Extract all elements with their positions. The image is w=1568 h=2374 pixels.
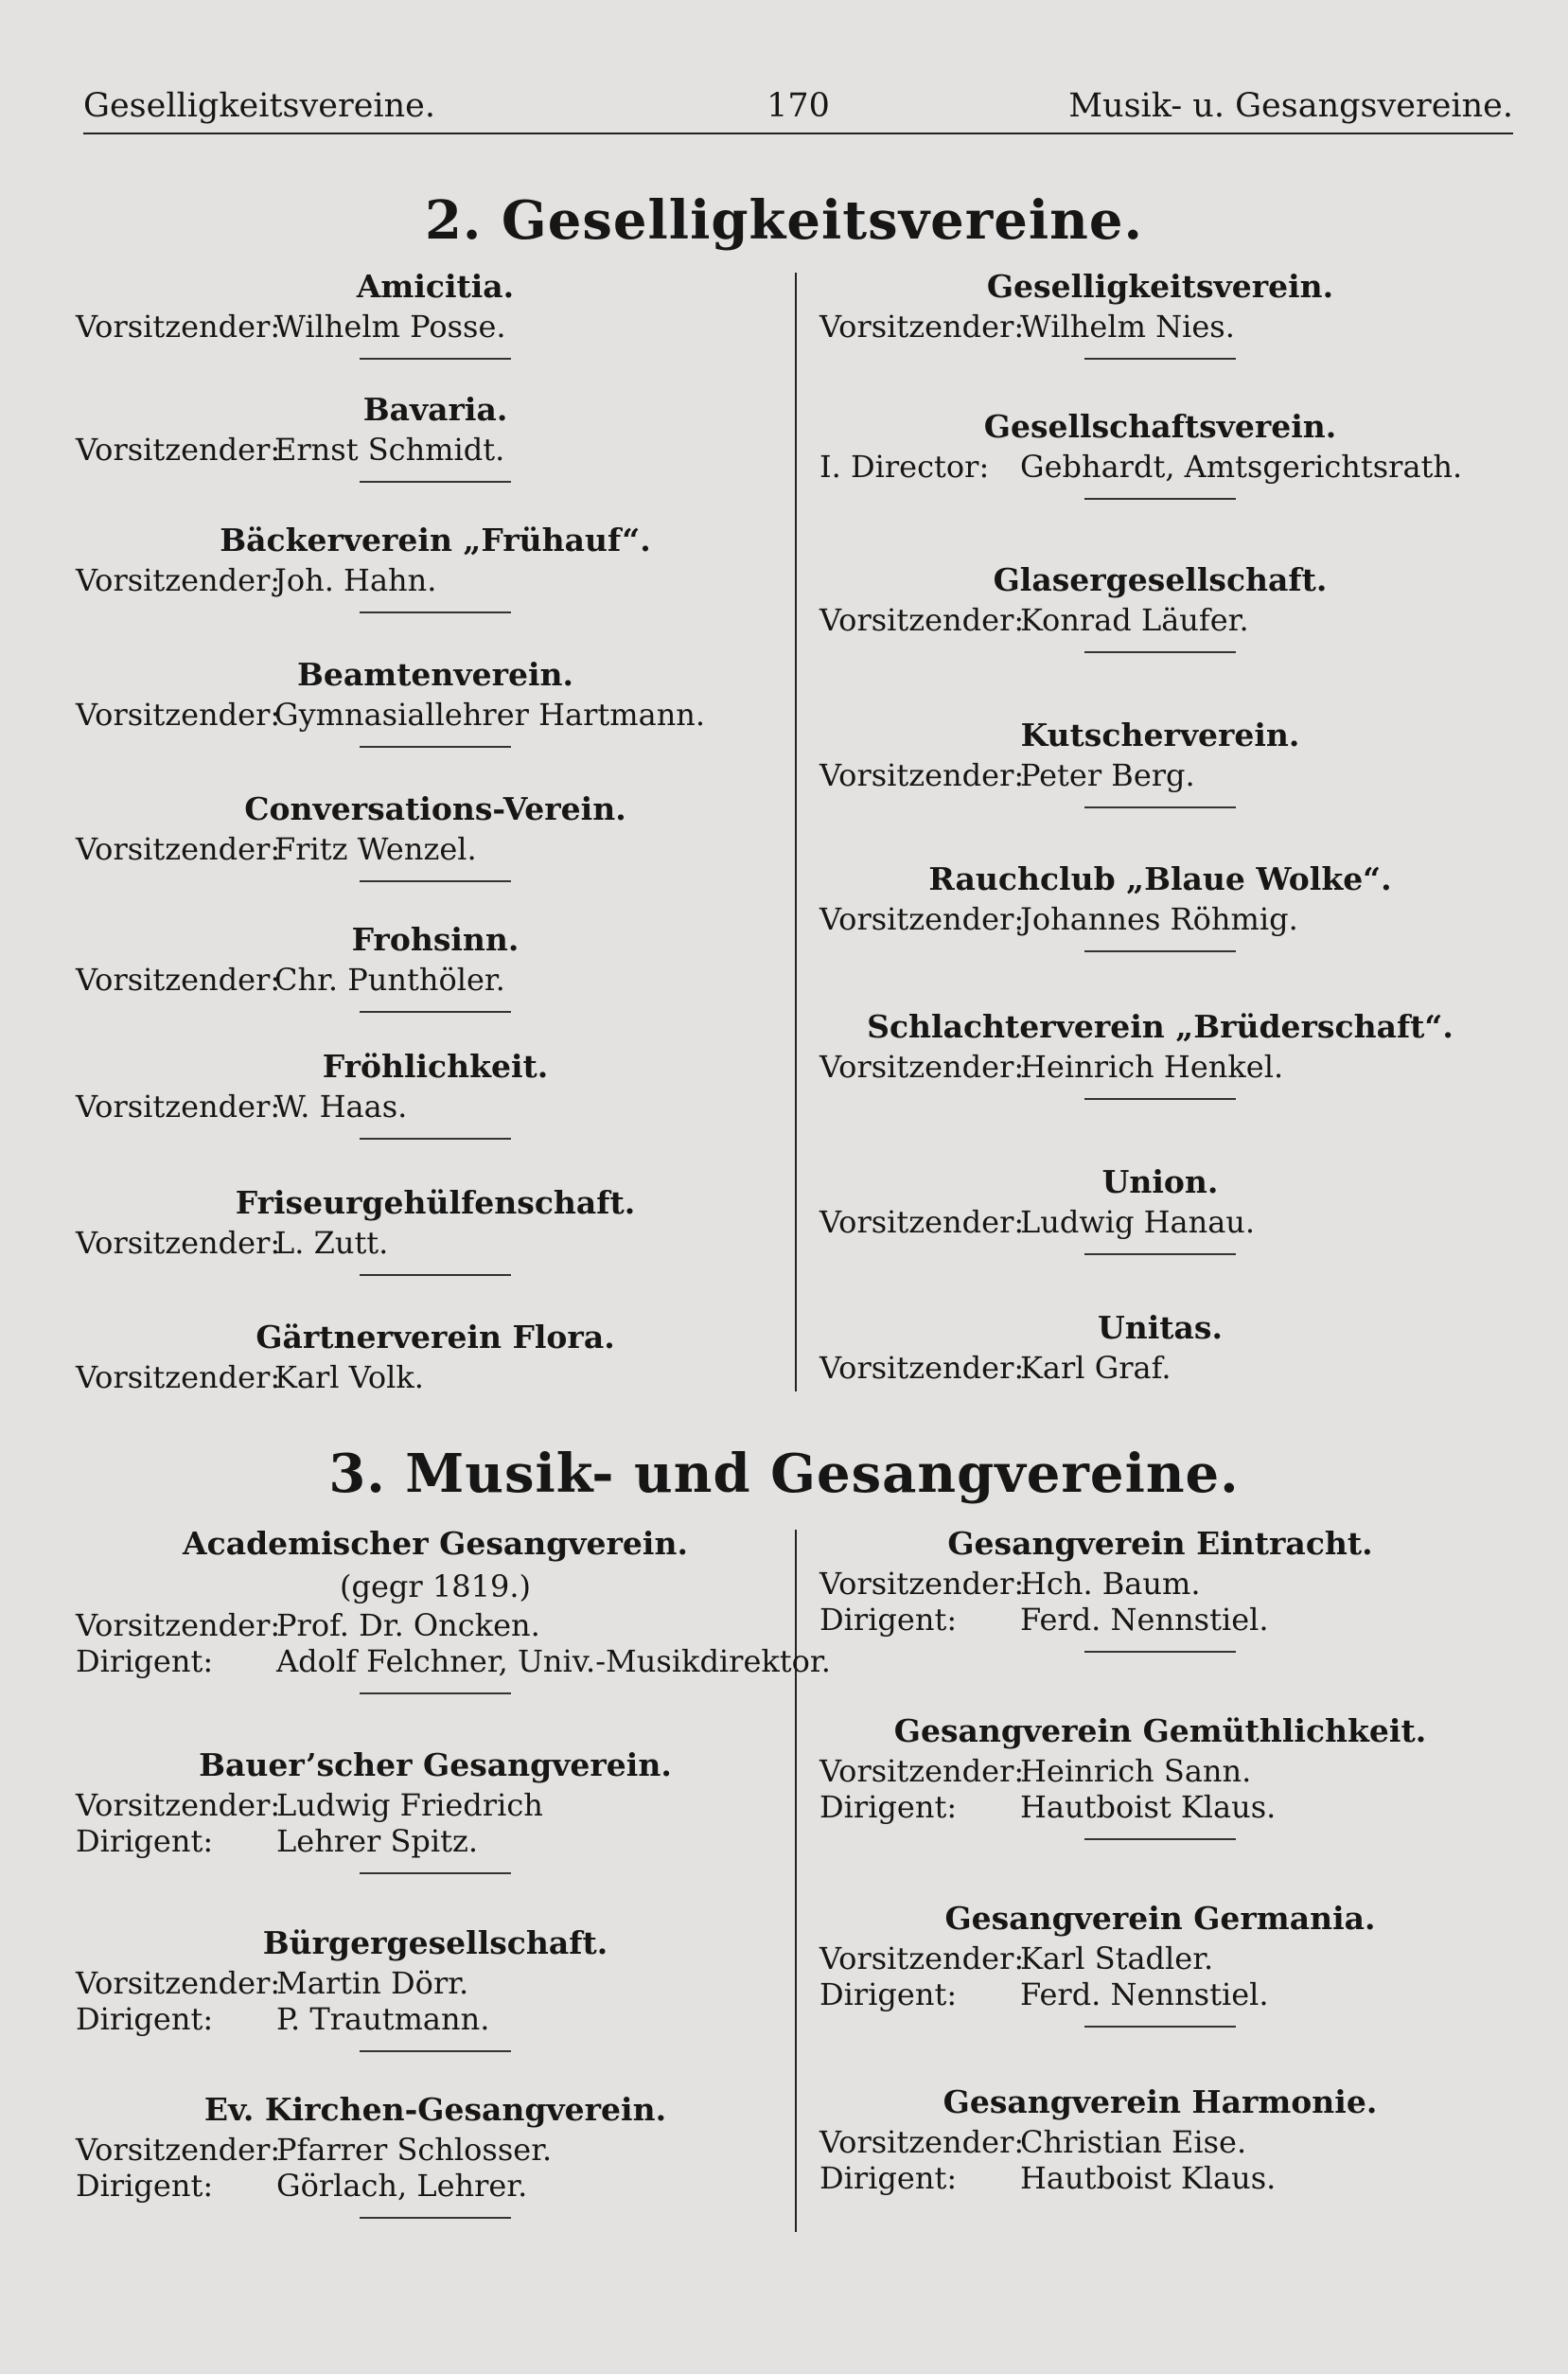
- officer-role: Vorsitzender:: [76, 432, 281, 468]
- officer-line: [819, 449, 1501, 485]
- association-entry: [819, 1897, 1501, 2028]
- officer-line: [819, 2160, 1501, 2196]
- officer-role: Vorsitzender:: [819, 1049, 1025, 1085]
- entry-separator: [360, 481, 511, 483]
- officer-line: [76, 562, 795, 598]
- association-entry: [76, 519, 795, 613]
- association-entry: [819, 265, 1501, 360]
- association-entry: [76, 653, 795, 748]
- officer-line: [819, 1976, 1501, 2012]
- officer-name: Görlach, Lehrer.: [276, 2168, 528, 2204]
- association-entry: [76, 918, 795, 1013]
- section-2-title: 2. Geselligkeitsvereine.: [424, 189, 1144, 252]
- officer-line: [76, 697, 795, 733]
- officer-line: [76, 1089, 795, 1125]
- officer-name: Ernst Schmidt.: [274, 432, 505, 468]
- association-name: Rauchclub „Blaue Wolke“.: [928, 860, 1392, 897]
- officer-name: Joh. Hahn.: [274, 562, 437, 598]
- officer-line: [76, 2001, 795, 2037]
- association-name: Conversations-Verein.: [244, 790, 626, 827]
- officer-role: Vorsitzender:: [76, 831, 281, 867]
- officer-role: Vorsitzender:: [76, 1607, 281, 1643]
- officer-role: Vorsitzender:: [76, 2132, 281, 2168]
- officer-role: Vorsitzender:: [819, 309, 1025, 345]
- officer-line: [76, 1787, 795, 1823]
- association-entry: [76, 265, 795, 360]
- association-entry: [819, 1005, 1501, 1100]
- officer-line: [819, 1049, 1501, 1085]
- officer-name: Johannes Röhmig.: [1020, 901, 1298, 937]
- association-entry: [76, 1922, 795, 2052]
- association-entry: [819, 405, 1501, 500]
- officer-role: Dirigent:: [76, 1823, 214, 1859]
- officer-role: Vorsitzender:: [819, 1753, 1025, 1789]
- association-name: Ev. Kirchen-Gesangverein.: [203, 2091, 667, 2128]
- officer-line: [819, 1753, 1501, 1789]
- officer-role: Dirigent:: [819, 2160, 958, 2196]
- association-name: Gesangverein Harmonie.: [943, 2083, 1378, 2120]
- officer-name: Ludwig Hanau.: [1020, 1204, 1256, 1240]
- officer-line: [819, 1940, 1501, 1976]
- officer-name: Gebhardt, Amtsgerichtsrath.: [1020, 449, 1463, 485]
- officer-line: [76, 1965, 795, 2001]
- association-entry: [76, 1744, 795, 1874]
- page-number: 170: [766, 87, 830, 125]
- officer-name: Hautboist Klaus.: [1020, 2160, 1277, 2196]
- officer-name: Heinrich Sann.: [1020, 1753, 1252, 1789]
- officer-name: W. Haas.: [274, 1089, 408, 1125]
- association-entry: [76, 1316, 795, 1395]
- officer-role: Dirigent:: [76, 2001, 214, 2037]
- association-entry: [76, 1522, 831, 1694]
- officer-name: Ludwig Friedrich: [276, 1787, 543, 1823]
- section-2-left-column: [76, 265, 795, 1401]
- entry-separator: [360, 1138, 511, 1140]
- officer-name: L. Zutt.: [274, 1225, 389, 1261]
- officer-role: Vorsitzender:: [76, 962, 281, 998]
- officer-name: Karl Volk.: [274, 1359, 424, 1395]
- association-name: Beamtenverein.: [297, 656, 573, 693]
- association-name: Gesangverein Gemüthlichkeit.: [893, 1712, 1427, 1749]
- officer-line: [819, 1350, 1501, 1386]
- officer-role: Dirigent:: [819, 1789, 958, 1825]
- officer-role: Dirigent:: [76, 1643, 214, 1679]
- officer-role: Vorsitzender:: [76, 697, 281, 733]
- officer-name: Konrad Läufer.: [1020, 602, 1249, 638]
- header-left: Geselligkeitsvereine.: [83, 87, 435, 125]
- officer-line: [819, 309, 1501, 345]
- association-entry: [819, 1160, 1501, 1255]
- officer-role: Vorsitzender:: [819, 901, 1025, 937]
- officer-role: Dirigent:: [819, 1976, 958, 2012]
- association-name: Kutscherverein.: [1020, 717, 1300, 753]
- officer-role: Vorsitzender:: [76, 562, 281, 598]
- section-3-left-column: [76, 1522, 831, 2260]
- officer-name: Chr. Punthöler.: [274, 962, 505, 998]
- association-name: Gesangverein Eintracht.: [947, 1525, 1373, 1562]
- entry-separator: [360, 2050, 511, 2052]
- officer-name: Martin Dörr.: [276, 1965, 469, 2001]
- association-entry: [819, 714, 1501, 808]
- officer-role: Vorsitzender:: [76, 1089, 281, 1125]
- officer-name: Gymnasiallehrer Hartmann.: [274, 697, 706, 733]
- officer-name: Wilhelm Posse.: [274, 309, 506, 345]
- officer-name: Fritz Wenzel.: [274, 831, 477, 867]
- officer-line: [819, 2124, 1501, 2160]
- entry-separator: [1084, 1651, 1236, 1653]
- association-name: Frohsinn.: [351, 921, 520, 958]
- officer-role: Vorsitzender:: [819, 1566, 1025, 1602]
- association-name: Union.: [1101, 1163, 1219, 1200]
- association-entry: [819, 1710, 1501, 1840]
- association-entry: [76, 2088, 795, 2219]
- column-divider-section-2: [795, 273, 797, 1391]
- officer-name: Adolf Felchner, Univ.-Musikdirektor.: [276, 1643, 831, 1679]
- officer-name: Karl Graf.: [1020, 1350, 1172, 1386]
- association-name: Bavaria.: [362, 391, 508, 428]
- officer-line: [819, 1204, 1501, 1240]
- officer-line: [76, 1607, 795, 1643]
- association-name: Fröhlichkeit.: [322, 1048, 549, 1085]
- officer-name: Heinrich Henkel.: [1020, 1049, 1284, 1085]
- officer-role: Vorsitzender:: [76, 1225, 281, 1261]
- officer-line: [819, 602, 1501, 638]
- officer-line: [819, 1789, 1501, 1825]
- association-name: Academischer Gesangverein.: [183, 1525, 688, 1562]
- association-entry: [76, 1045, 795, 1140]
- entry-separator: [1084, 950, 1236, 952]
- entry-separator: [360, 880, 511, 882]
- officer-line: [76, 1225, 795, 1261]
- entry-separator: [1084, 1838, 1236, 1840]
- officer-line: [76, 309, 795, 345]
- association-name: Friseurgehülfenschaft.: [235, 1184, 636, 1221]
- entry-separator: [1084, 651, 1236, 653]
- section-3-right-column: [819, 1522, 1501, 2260]
- officer-role: Vorsitzender:: [76, 1359, 281, 1395]
- section-3-title: 3. Musik- und Gesangvereine.: [328, 1443, 1240, 1505]
- association-entry: [76, 1181, 795, 1276]
- officer-line: [76, 2132, 795, 2168]
- entry-separator: [360, 746, 511, 748]
- running-header: [83, 87, 1513, 129]
- officer-role: Dirigent:: [76, 2168, 214, 2204]
- entry-separator: [1084, 358, 1236, 360]
- association-name: Glasergesellschaft.: [993, 561, 1328, 598]
- officer-role: Vorsitzender:: [819, 1204, 1025, 1240]
- officer-line: [76, 962, 795, 998]
- association-entry: [819, 1306, 1501, 1386]
- officer-role: Vorsitzender:: [819, 602, 1025, 638]
- entry-separator: [360, 1872, 511, 1874]
- association-entry: [819, 858, 1501, 952]
- officer-line: [819, 757, 1501, 793]
- entry-separator: [360, 1692, 511, 1694]
- officer-role: Vorsitzender:: [76, 309, 281, 345]
- officer-role: Vorsitzender:: [76, 1787, 281, 1823]
- association-name: Bauer’scher Gesangverein.: [199, 1746, 672, 1783]
- association-name: Bürgergesellschaft.: [262, 1924, 608, 1961]
- officer-name: Peter Berg.: [1020, 757, 1195, 793]
- officer-role: Vorsitzender:: [819, 2124, 1025, 2160]
- entry-separator: [1084, 2026, 1236, 2028]
- founding-note: (gegr 1819.): [340, 1568, 531, 1604]
- entry-separator: [1084, 1098, 1236, 1100]
- entry-separator: [1084, 806, 1236, 808]
- officer-line: [76, 831, 795, 867]
- officer-line: [76, 1643, 831, 1679]
- officer-line: [819, 901, 1501, 937]
- officer-name: Ferd. Nennstiel.: [1020, 1602, 1269, 1638]
- association-entry: [76, 788, 795, 882]
- officer-role: Vorsitzender:: [819, 1350, 1025, 1386]
- entry-separator: [360, 358, 511, 360]
- officer-line: [819, 1602, 1501, 1638]
- association-name: Unitas.: [1098, 1309, 1223, 1346]
- officer-name: Christian Eise.: [1020, 2124, 1247, 2160]
- officer-role: Vorsitzender:: [76, 1965, 281, 2001]
- association-name: Gesangverein Germania.: [944, 1900, 1376, 1937]
- association-name: Gesellschaftsverein.: [983, 408, 1337, 445]
- entry-separator: [1084, 498, 1236, 500]
- officer-line: [76, 2168, 795, 2204]
- officer-line: [76, 1359, 795, 1395]
- entry-separator: [360, 2217, 511, 2219]
- entry-separator: [1084, 1253, 1236, 1255]
- association-name: Amicitia.: [356, 268, 515, 305]
- entry-separator: [360, 1011, 511, 1013]
- association-name: Bäckerverein „Frühauf“.: [220, 522, 651, 558]
- officer-name: Ferd. Nennstiel.: [1020, 1976, 1269, 2012]
- officer-line: [76, 1823, 795, 1859]
- association-name: Schlachterverein „Brüderschaft“.: [867, 1008, 1453, 1045]
- officer-name: Pfarrer Schlosser.: [276, 2132, 553, 2168]
- header-rule: [83, 133, 1513, 134]
- officer-role: I. Director:: [819, 449, 990, 485]
- officer-name: Prof. Dr. Oncken.: [276, 1607, 540, 1643]
- entry-separator: [360, 611, 511, 613]
- officer-name: Hautboist Klaus.: [1020, 1789, 1277, 1825]
- association-entry: [819, 2081, 1501, 2196]
- section-2-right-column: [819, 265, 1501, 1401]
- officer-line: [76, 432, 795, 468]
- officer-name: P. Trautmann.: [276, 2001, 490, 2037]
- header-right: Musik- u. Gesangsvereine.: [1068, 87, 1513, 125]
- entry-separator: [360, 1274, 511, 1276]
- column-divider-section-3: [795, 1530, 797, 2232]
- association-entry: [819, 558, 1501, 653]
- officer-name: Lehrer Spitz.: [276, 1823, 479, 1859]
- officer-name: Hch. Baum.: [1020, 1566, 1201, 1602]
- officer-line: [819, 1566, 1501, 1602]
- officer-name: Wilhelm Nies.: [1020, 309, 1235, 345]
- association-name: Gärtnerverein Flora.: [255, 1319, 615, 1355]
- officer-role: Vorsitzender:: [819, 1940, 1025, 1976]
- association-entry: [819, 1522, 1501, 1653]
- association-entry: [76, 388, 795, 483]
- officer-role: Vorsitzender:: [819, 757, 1025, 793]
- officer-name: Karl Stadler.: [1020, 1940, 1214, 1976]
- association-name: Geselligkeitsverein.: [986, 268, 1334, 305]
- officer-role: Dirigent:: [819, 1602, 958, 1638]
